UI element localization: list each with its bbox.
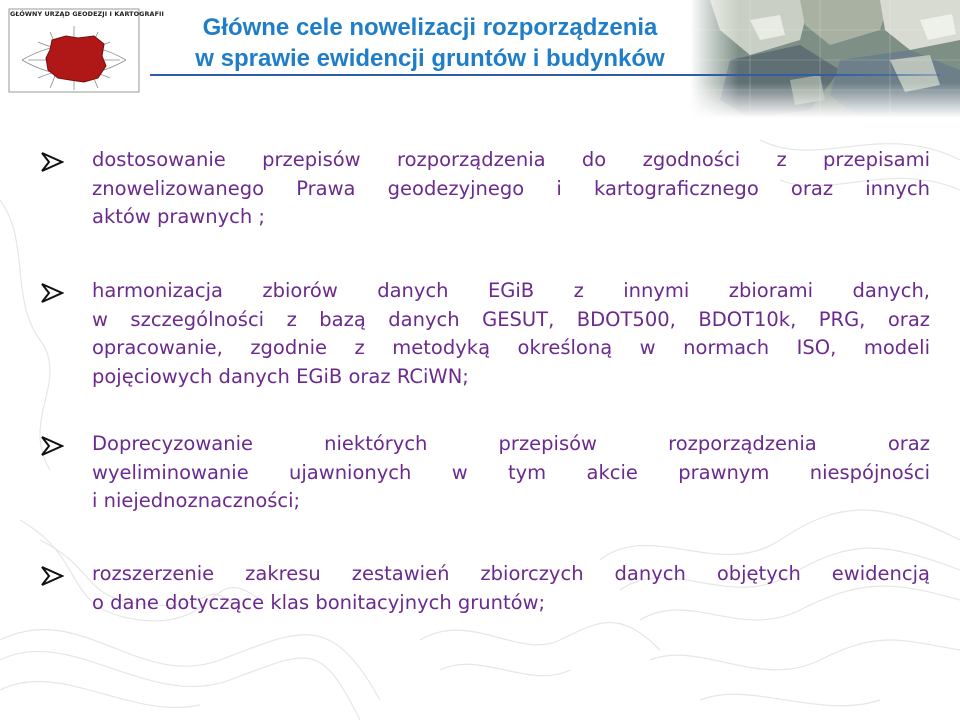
bullet-2-line-2: w szczególności z bazą danych GESUT, BDOT500, BDOT10k, PRG, oraz — [92, 307, 930, 331]
arrowhead-bullet-icon — [40, 282, 64, 304]
title-line-1: Główne cele nowelizacji rozporządzenia — [202, 14, 658, 41]
bullet-1-line-3: aktów prawnych ; — [92, 205, 266, 228]
title-line-2: w sprawie ewidencji gruntów i budynków — [195, 45, 665, 72]
arrowhead-bullet-icon — [40, 565, 64, 587]
bullet-item-2 — [92, 277, 930, 391]
bullet-4-line-1: rozszerzenie zakresu zestawień zbiorczych danych objętych ewidencją — [92, 562, 930, 585]
bullet-item-1 — [92, 146, 930, 232]
arrowhead-bullet-icon — [40, 435, 64, 457]
bullet-item-4 — [92, 560, 930, 617]
bullet-3-line-2: wyeliminowanie ujawnionych w tym akcie prawnym niespójności — [92, 460, 930, 484]
bullet-3-line-1: Doprecyzowanie niektórych przepisów rozporządzenia oraz — [92, 432, 930, 455]
bullet-2-line-1: harmonizacja zbiorów danych EGiB z innymi zbiorami danych, — [92, 279, 930, 302]
bullet-4-line-2: o dane dotyczące klas bonitacyjnych gruntów; — [92, 590, 546, 614]
logo-caption: GŁÓWNY URZĄD GEODEZJI I KARTOGRAFII — [10, 10, 165, 18]
bullet-2-line-4: pojęciowych danych EGiB oraz RCiWN; — [92, 364, 469, 388]
bullet-item-3 — [92, 430, 930, 516]
bullet-2-line-3: opracowanie, zgodnie z metodyką określoną w normach ISO, modeli — [92, 336, 930, 359]
arrowhead-bullet-icon — [40, 151, 64, 173]
bullet-1-line-2: znowelizowanego Prawa geodezyjnego i kartograficznego oraz innych — [92, 176, 930, 200]
bullet-3-line-3: i niejednoznaczności; — [92, 489, 301, 512]
bullet-1-line-1: dostosowanie przepisów rozporządzenia do zgodności z przepisami — [92, 148, 930, 171]
